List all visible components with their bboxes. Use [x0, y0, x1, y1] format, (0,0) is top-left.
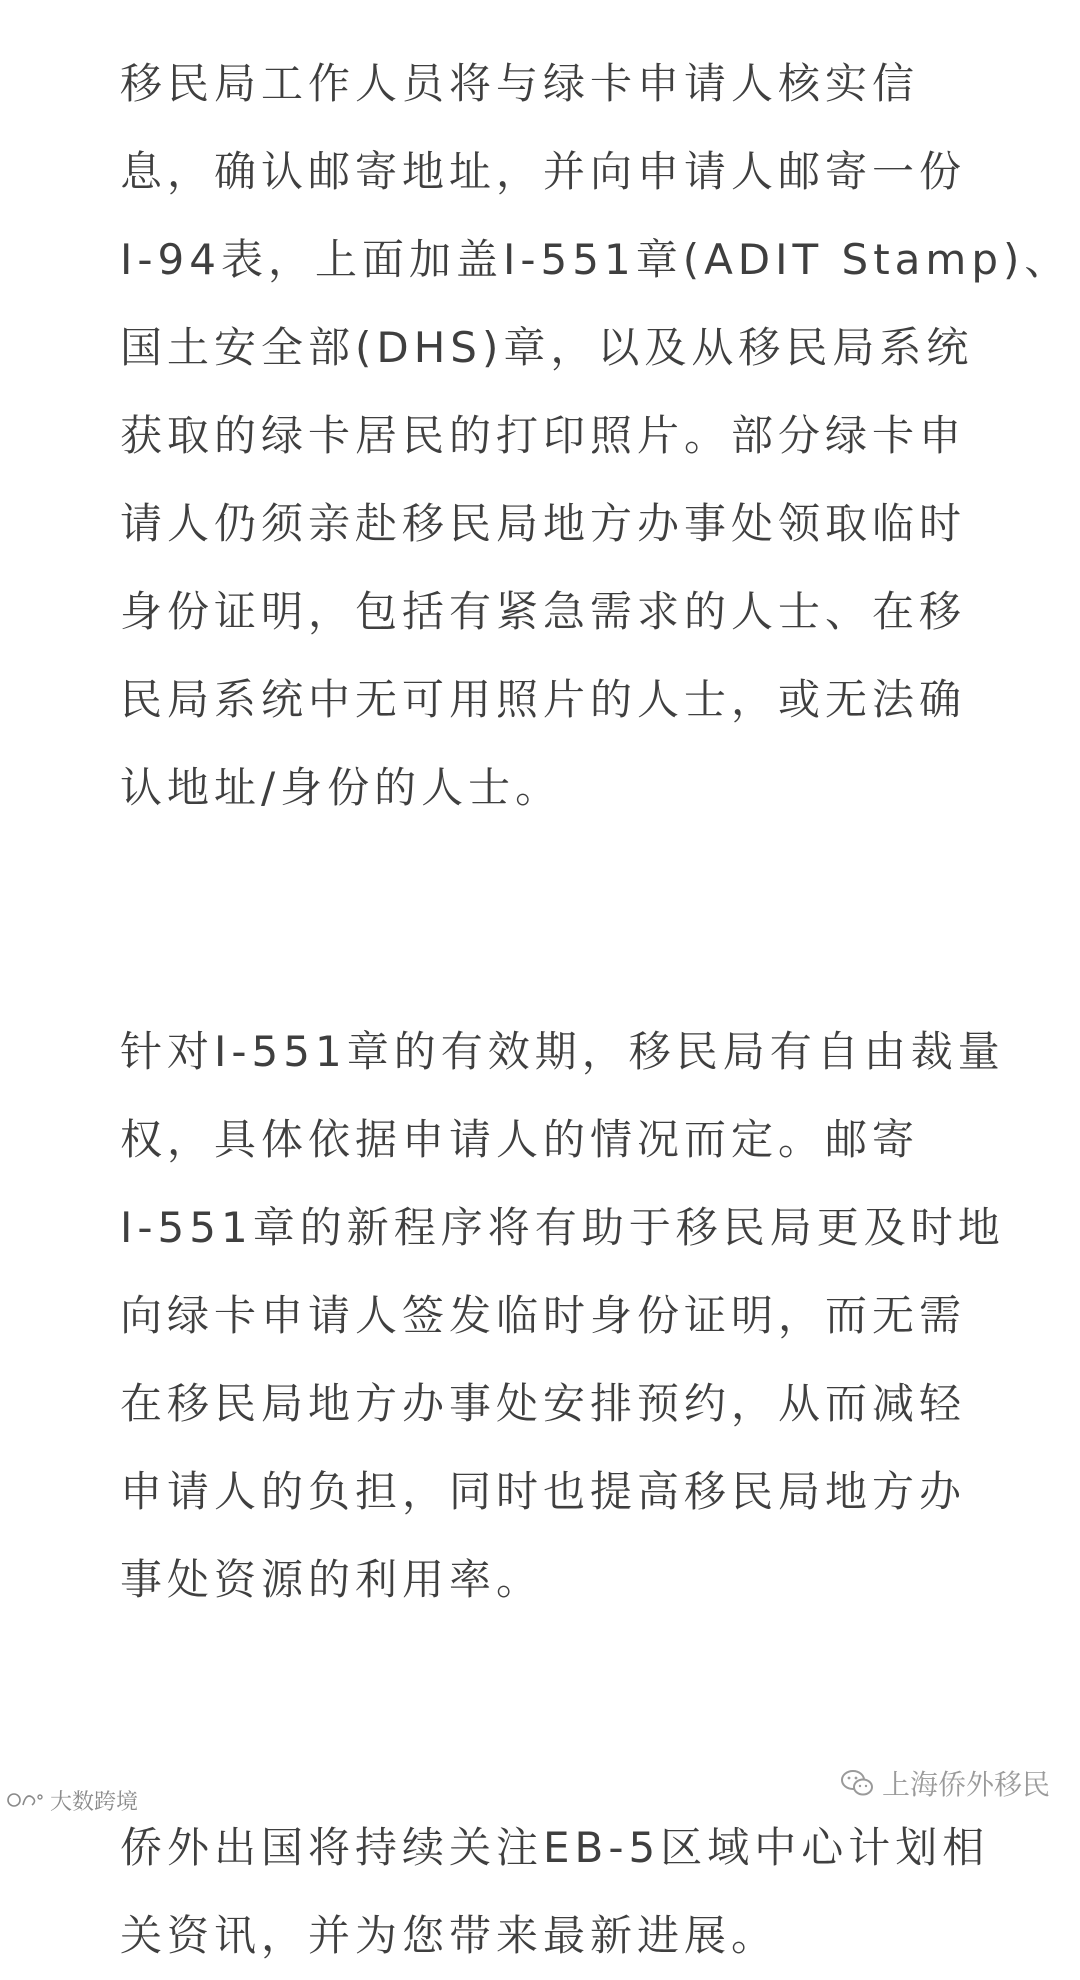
wechat-icon	[840, 1769, 874, 1797]
text-line: 在移民局地方办事处安排预约，从而减轻	[120, 1379, 967, 1428]
text-line: 侨外出国将持续关注EB-5区域中心计划相	[120, 1823, 990, 1872]
text-line: 事处资源的利用率。	[120, 1555, 544, 1604]
account-name: 上海侨外移民	[881, 1768, 1050, 1801]
text-line: I-551章的新程序将有助于移民局更及时地	[120, 1203, 1005, 1252]
source-watermark	[6, 1786, 138, 1814]
paragraph-3	[120, 1804, 990, 1980]
account-watermark	[840, 1762, 1050, 1804]
text-line: 申请人的负担，同时也提高移民局地方办	[120, 1467, 967, 1516]
text-line: 息，确认邮寄地址，并向申请人邮寄一份	[120, 147, 967, 196]
paragraph-1	[120, 40, 1072, 832]
text-line: 国土安全部(DHS)章，以及从移民局系统	[120, 323, 974, 372]
text-line: 关资讯，并为您带来最新进展。	[120, 1911, 779, 1960]
text-line: 移民局工作人员将与绿卡申请人核实信	[120, 59, 920, 108]
text-line: 请人仍须亲赴移民局地方办事处领取临时	[120, 499, 967, 548]
paragraph-spacer	[120, 832, 970, 1008]
source-label: 大数跨境	[50, 1789, 139, 1815]
text-line: 民局系统中无可用照片的人士，或无法确	[120, 675, 967, 724]
text-line: 针对I-551章的有效期，移民局有自由裁量	[120, 1027, 1005, 1076]
text-line: 获取的绿卡居民的打印照片。部分绿卡申	[120, 411, 967, 460]
article-body	[120, 40, 1072, 1980]
text-line: 向绿卡申请人签发临时身份证明，而无需	[120, 1291, 967, 1340]
text-line: 认地址/身份的人士。	[120, 763, 563, 812]
paragraph-2	[120, 1008, 1005, 1624]
sohu-logo-icon	[6, 1789, 46, 1811]
text-line: 权，具体依据申请人的情况而定。邮寄	[120, 1115, 920, 1164]
text-line: 身份证明，包括有紧急需求的人士、在移	[120, 587, 967, 636]
text-line: I-94表，上面加盖I-551章(ADIT Stamp)、	[120, 235, 1072, 284]
